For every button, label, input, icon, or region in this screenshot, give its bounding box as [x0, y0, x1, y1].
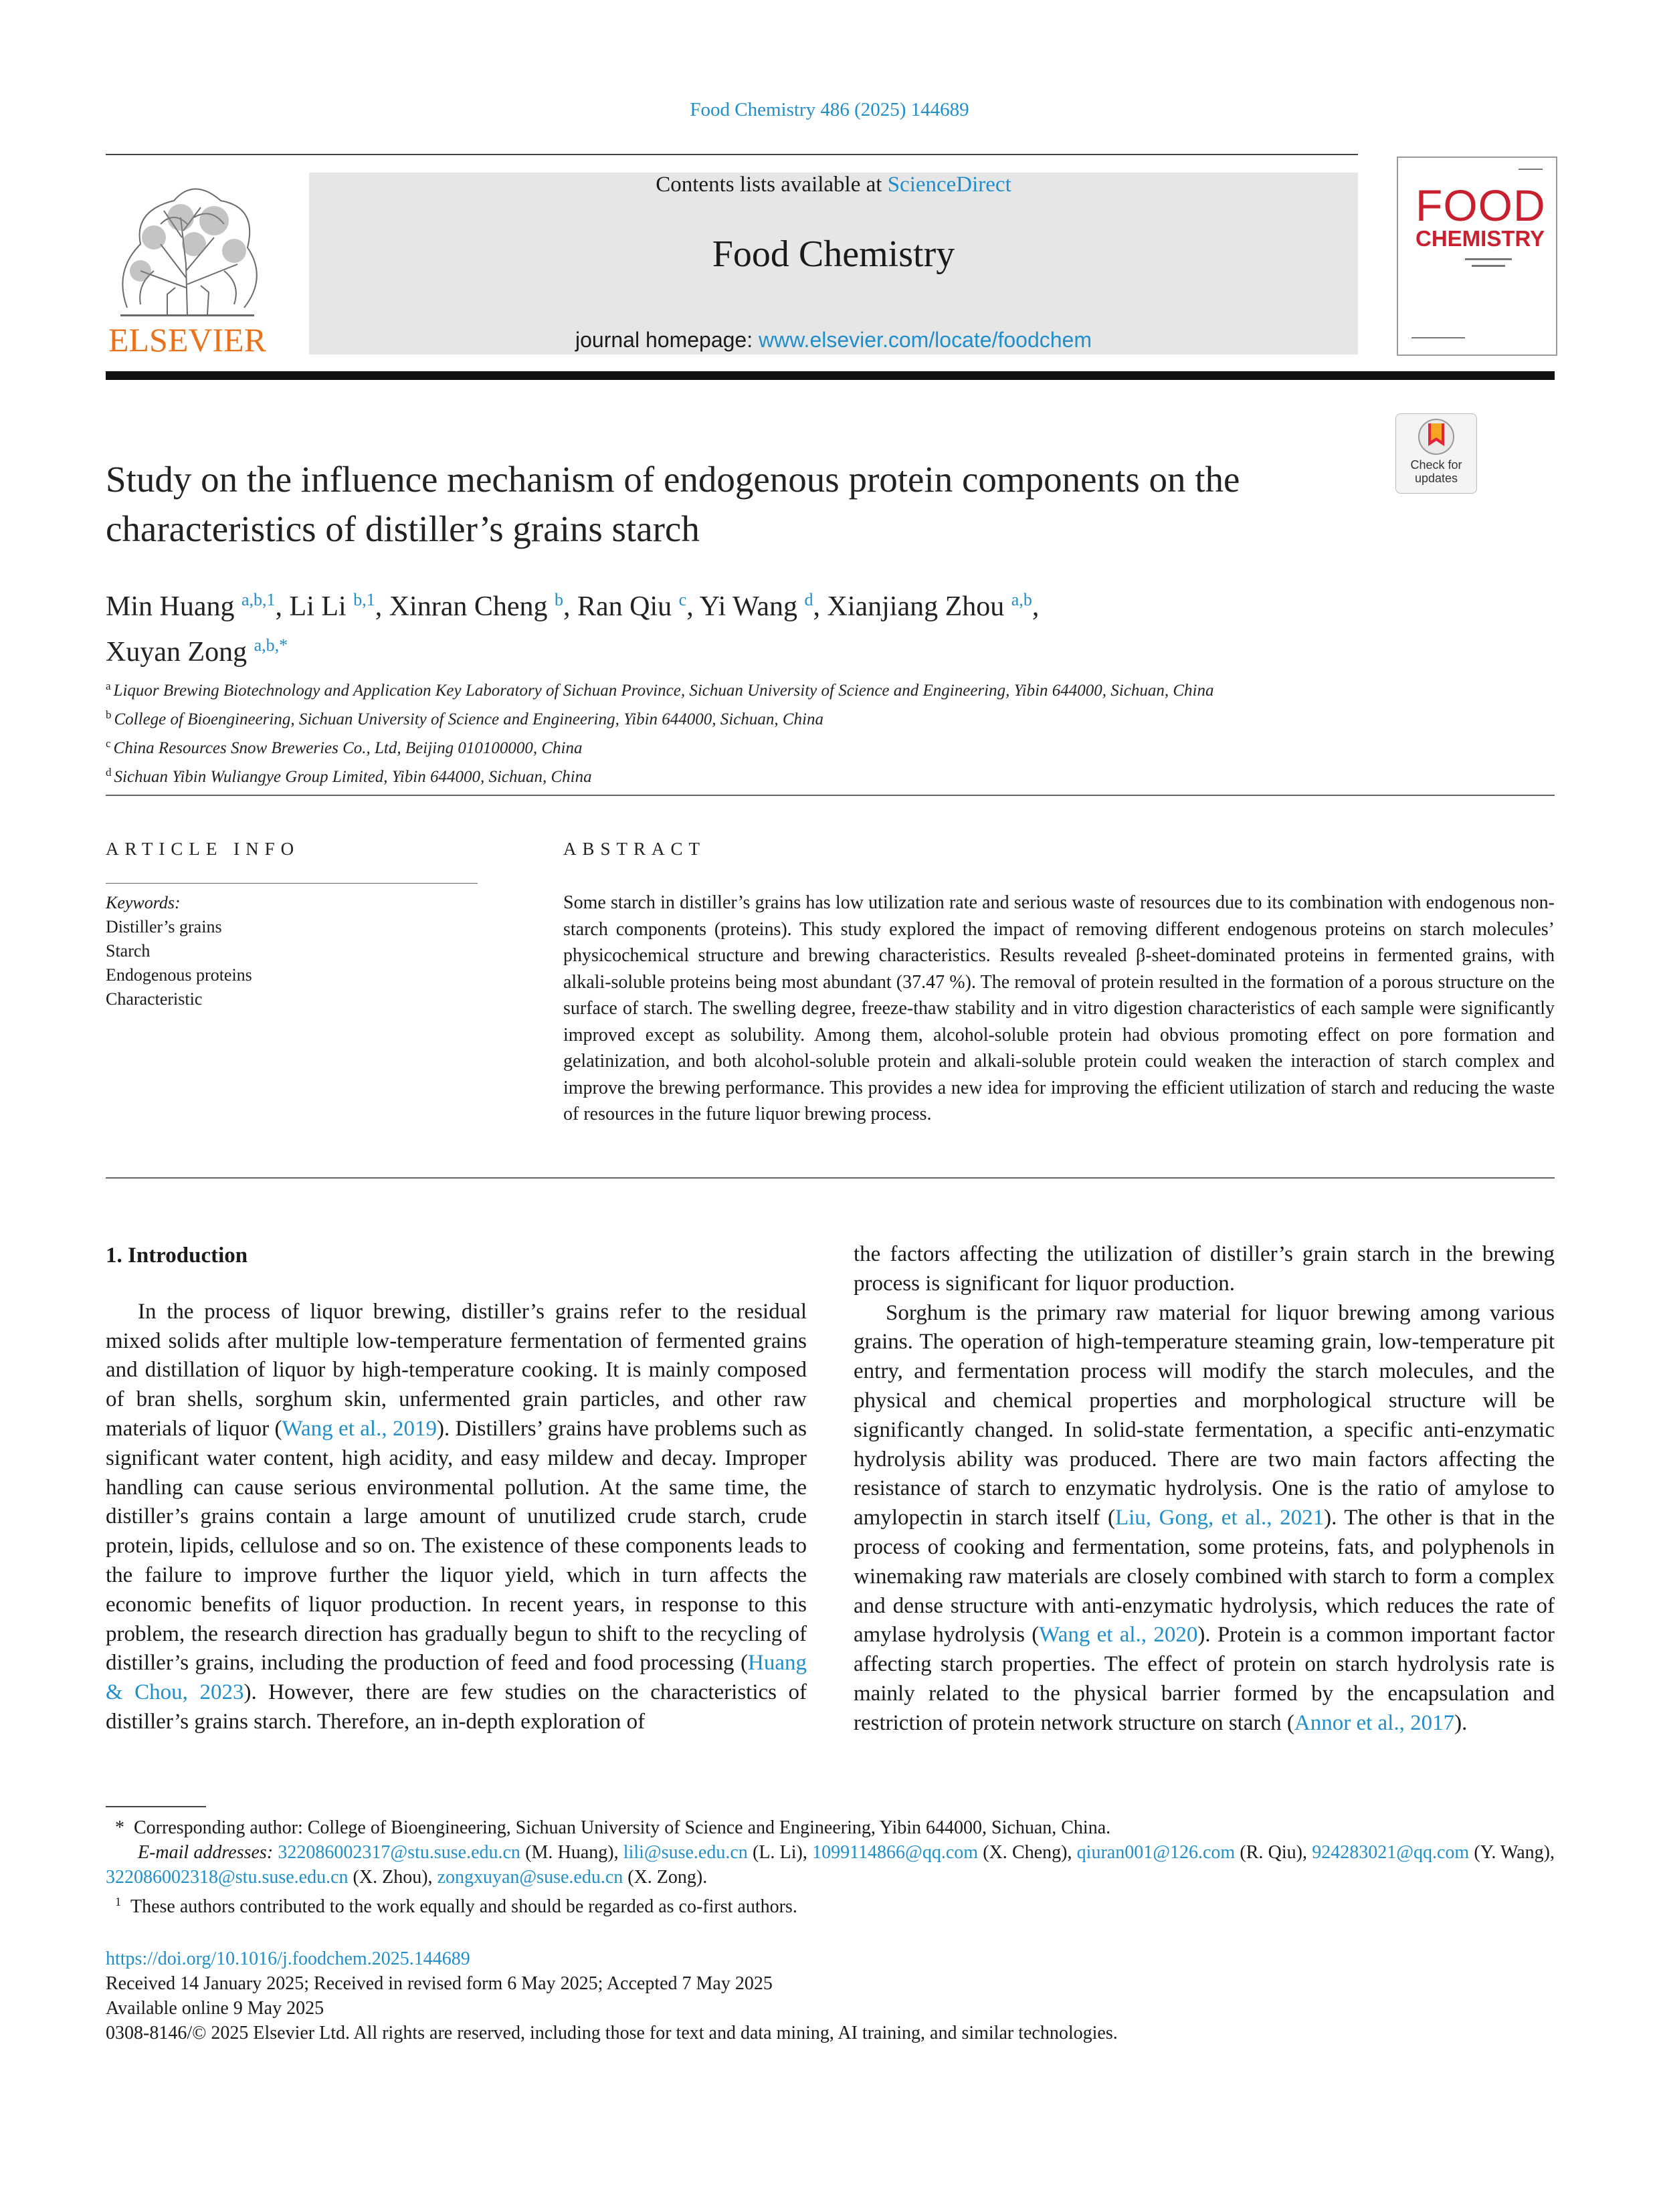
keyword-item[interactable]: Distiller’s grains: [106, 917, 222, 936]
email-link[interactable]: lili@suse.edu.cn: [623, 1842, 748, 1863]
available-online-date: Available online 9 May 2025: [106, 1998, 324, 2019]
article-title: Study on the influence mechanism of endogenous protein components on the characteristics of distiller’s grains starch: [106, 459, 1240, 549]
keyword-item[interactable]: Characteristic: [106, 989, 203, 1009]
check-for-updates-button[interactable]: [1395, 413, 1477, 494]
article-info-heading: ARTICLE INFO: [106, 839, 300, 859]
affiliation-list: [106, 674, 1555, 789]
email-addresses: E-mail addresses: 322086002317@stu.suse.edu.cn (M. Huang), lili@suse.edu.cn (L. Li), 1099114866@qq.com (X. Cheng), qiuran001@126.com (R. Qiu), 924283021@qq.com (Y. Wang), 322086002318@stu.suse.edu.cn (X. Zhou), zongxuyan@suse.edu.cn (X. Zong).: [106, 1842, 1555, 1888]
corresponding-author-note: * Corresponding author: College of Bioengineering, Sichuan University of Science and Engineering, Yibin 644000, Sichuan, China.: [115, 1817, 1111, 1838]
abstract-heading: ABSTRACT: [563, 839, 706, 859]
sciencedirect-link[interactable]: ScienceDirect: [887, 173, 1011, 197]
author[interactable]: Xuyan Zong $^{a,b,*}$: [106, 635, 288, 668]
citation-link[interactable]: Huang & Chou, 2023: [106, 1651, 807, 1705]
elsevier-wordmark: ELSEVIER: [108, 321, 267, 359]
author[interactable]: Xinran Cheng $^b$: [389, 590, 563, 622]
author-list: Min Huang $^{a,b,1}$, Li Li $^{b,1}$, Xinran Cheng $^b$, Ran Qiu $^c$, Yi Wang $^d$, Xianjiang Zhou $^{a,b}$, Xuyan Zong $^{a,b,*}$: [106, 590, 1040, 668]
body-column-left: [106, 1241, 807, 1737]
email-link[interactable]: 924283021@qq.com: [1312, 1842, 1470, 1863]
email-link[interactable]: 322086002317@stu.suse.edu.cn: [278, 1842, 520, 1863]
author[interactable]: Min Huang $^{a,b,1}$: [106, 590, 276, 622]
footnotes: [106, 1815, 1555, 1919]
co-first-author-note: $^1$ These authors contributed to the work equally and should be regarded as co-first authors.: [115, 1895, 797, 1917]
abstract-text: Some starch in distiller’s grains has low utilization rate and serious waste of resources due to its combination with endogenous non-starch components (proteins). This study explored the impact of removing different endogenous proteins on starch molecules’ physicochemical structure and brewing characteristics. Results revealed β-sheet-dominated proteins in fermented grains, with alkali-soluble proteins being most abundant (37.47 %). The removal of protein resulted in the formation of a porous structure on the surface of starch. The swelling degree, freeze-thaw stability and in vitro digestion characteristics of each sample were significantly improved except as solubility. Among them, alcohol-soluble protein had obvious promoting effect on pore formation and gelatinization, and both alcohol-soluble protein and alkali-soluble protein could weaken the interaction of starch complex and improve the brewing performance. This provides a new idea for improving the efficient utilization of starch and reducing the waste of resources in the future liquor brewing process.: [563, 892, 1555, 1124]
email-link[interactable]: 1099114866@qq.com: [812, 1842, 979, 1863]
cover-title-chemistry: CHEMISTRY: [1416, 226, 1545, 251]
contents-availability-line: Contents lists available at ScienceDirect: [656, 173, 1011, 197]
author[interactable]: Li Li $^{b,1}$: [289, 590, 375, 622]
intro-paragraph: In the process of liquor brewing, distiller’s grains refer to the residual mixed solids after multiple low-temperature fermentation of fermented grains and distillation of liquor by high-temperature cooking. It is mainly composed of bran shells, sorghum skin, unfermented grain particles, and other raw materials of liquor (Wang et al., 2019). Distillers’ grains have problems such as significant water content, high acidity, and easy mildew and decay. Improper handling can cause serious environmental pollution. At the same time, the distiller’s grains contain a large amount of unutilized crude starch, crude protein, lipids, cellulose and so on. The existence of these components leads to the failure to improve further the liquor yield, which in turn affects the economic benefits of liquor production. In recent years, in response to this problem, the research direction has gradually begun to shift to the recycling of distiller’s grains, including the production of feed and food processing (Huang & Chou, 2023). However, there are few studies on the characteristics of distiller’s grains starch. Therefore, an in-depth exploration of: [106, 1299, 807, 1734]
body-column-right: [854, 1240, 1555, 1738]
intro-paragraph-continued: the factors affecting the utilization of distiller’s grain starch in the brewing process is significant for liquor production.: [854, 1242, 1555, 1296]
journal-homepage-link[interactable]: www.elsevier.com/locate/foodchem: [758, 328, 1092, 352]
check-for-updates-label: Check for updates: [1410, 458, 1462, 485]
email-link[interactable]: 322086002318@stu.suse.edu.cn: [106, 1867, 349, 1888]
affiliation-item: $^c$ China Resources Snow Breweries Co., Ltd, Beijing 010100000, China: [106, 737, 583, 757]
affiliation-item: $^a$ Liquor Brewing Biotechnology and Application Key Laboratory of Sichuan Province, Sichuan University of Science and Engineering, Yibin 644000, Sichuan, China: [106, 680, 1214, 700]
journal-cover-thumbnail[interactable]: [1397, 157, 1557, 356]
section-heading-introduction: 1. Introduction: [106, 1243, 248, 1268]
keywords-block: [106, 891, 480, 1011]
journal-name: Food Chemistry: [712, 233, 955, 275]
citation-link[interactable]: Annor et al., 2017: [1294, 1710, 1455, 1735]
affiliation-item: $^b$ College of Bioengineering, Sichuan University of Science and Engineering, Yibin 644000, Sichuan, China: [106, 708, 823, 728]
received-dates: Received 14 January 2025; Received in revised form 6 May 2025; Accepted 7 May 2025: [106, 1973, 773, 1994]
keywords-label: Keywords:: [106, 893, 181, 912]
citation-link[interactable]: Liu, Gong, et al., 2021: [1114, 1506, 1325, 1530]
bookmark-ribbon-icon: [1396, 414, 1476, 458]
author[interactable]: Xianjiang Zhou $^{a,b}$: [827, 590, 1032, 622]
abstract-divider: [106, 1177, 1555, 1179]
citation-link[interactable]: Wang et al., 2019: [282, 1416, 437, 1441]
journal-reference-link[interactable]: Food Chemistry 486 (2025) 144689: [690, 99, 969, 120]
email-link[interactable]: qiuran001@126.com: [1076, 1842, 1236, 1863]
email-link[interactable]: zongxuyan@suse.edu.cn: [437, 1867, 623, 1888]
footnote-rule: [106, 1806, 206, 1807]
journal-homepage-line: journal homepage: www.elsevier.com/locate/foodchem: [575, 328, 1092, 352]
intro-paragraph: Sorghum is the primary raw material for liquor brewing among various grains. The operation of high-temperature steaming grain, low-temperature pit entry, and fermentation process will modify the starch molecules, and the physical and chemical properties and morphological structure will be significantly changed. In solid-state fermentation, a specific anti-enzymatic hydrolysis ability was produced. There are two main factors affecting the resistance of starch to enzymatic hydrolysis. One is the ratio of amylose to amylopectin in starch itself (Liu, Gong, et al., 2021). The other is that in the process of cooking and fermentation, some proteins, fats, and polyphenols in winemaking raw materials are closely combined with starch to form a complex and dense structure with anti-enzymatic hydrolysis, which reduces the rate of amylase hydrolysis (Wang et al., 2020). Protein is a common important factor affecting starch properties. The effect of protein on starch hydrolysis rate is mainly related to the physical barrier formed by the encapsulation and restriction of protein network structure on starch (Annor et al., 2017).: [854, 1300, 1555, 1735]
header-top-rule: [106, 154, 1358, 155]
affiliation-item: $^d$ Sichuan Yibin Wuliangye Group Limited, Yibin 644000, Sichuan, China: [106, 766, 592, 786]
keyword-item[interactable]: Endogenous proteins: [106, 965, 252, 985]
publication-info: [106, 1946, 1555, 2045]
elsevier-logo: [100, 171, 274, 361]
cover-title-food: FOOD: [1416, 181, 1546, 230]
doi-link[interactable]: https://doi.org/10.1016/j.foodchem.2025.144689: [106, 1948, 470, 1969]
keyword-item[interactable]: Starch: [106, 941, 151, 961]
header-bottom-rule: [106, 371, 1555, 380]
author[interactable]: Yi Wang $^d$: [699, 590, 813, 622]
affiliations-divider: [106, 795, 1555, 796]
copyright-notice: 0308-8146/© 2025 Elsevier Ltd. All rights are reserved, including those for text and data mining, AI training, and similar technologies.: [106, 2023, 1118, 2043]
citation-link[interactable]: Wang et al., 2020: [1039, 1623, 1198, 1647]
author[interactable]: Ran Qiu $^c$: [577, 590, 687, 622]
article-info-rule: [106, 883, 478, 884]
